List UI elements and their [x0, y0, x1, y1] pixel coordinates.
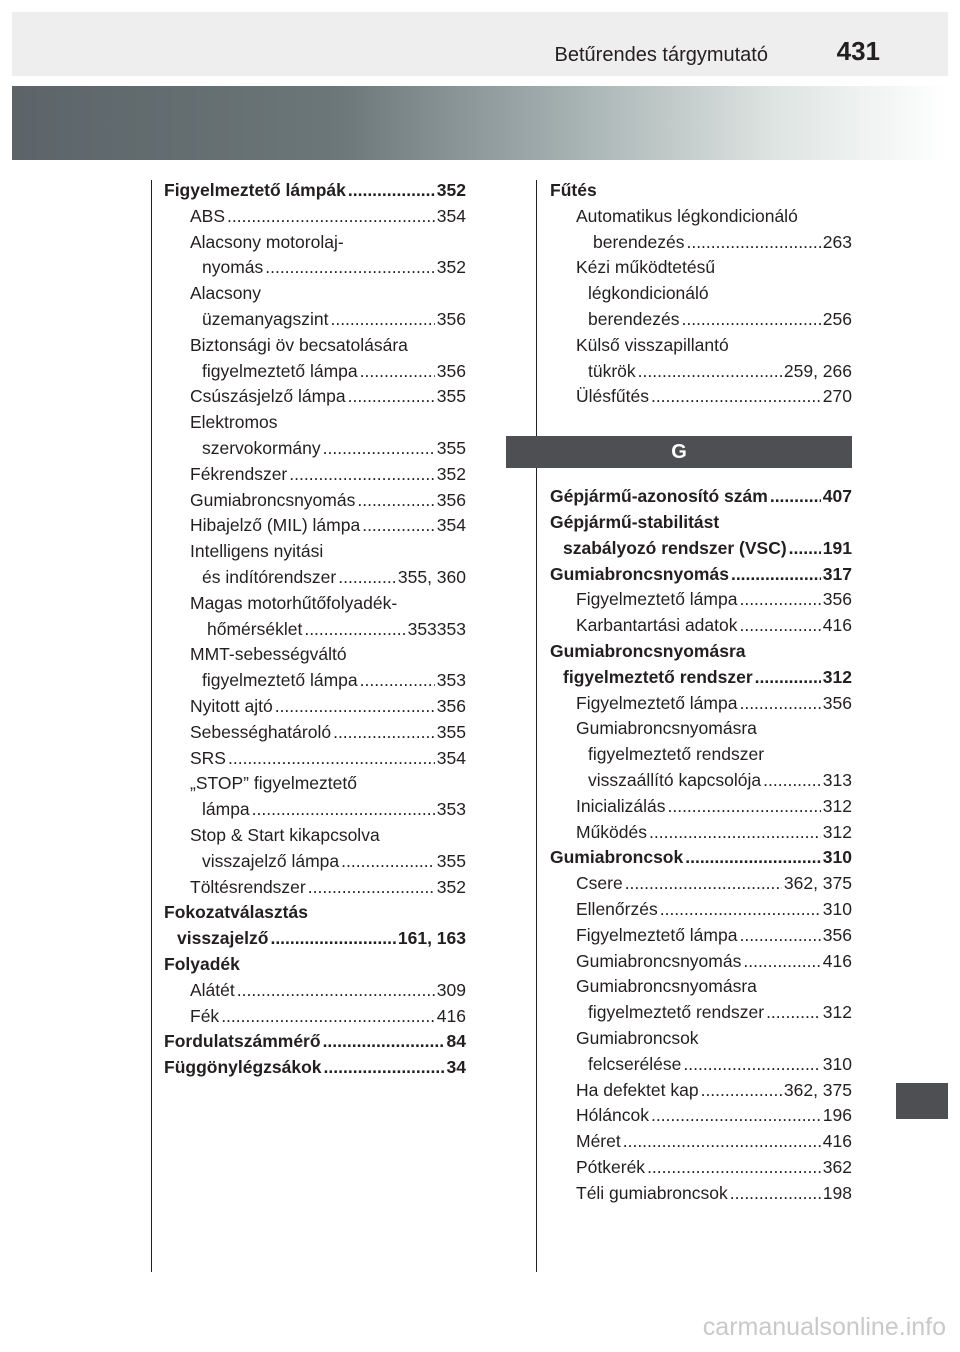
entry-text: „STOP” figyelmeztető: [190, 773, 357, 794]
index-entry: [164, 539, 466, 565]
entry-text: MMT-sebességváltó: [190, 644, 347, 665]
page-reference: 34: [446, 1057, 466, 1078]
dot-leader: [743, 949, 820, 975]
index-heading: [164, 926, 466, 952]
page-reference: 198: [822, 1182, 852, 1203]
entry-text: Alátét: [190, 979, 235, 1000]
index-entry: [164, 849, 466, 875]
entry-text: Gumiabroncsnyomás: [576, 950, 742, 971]
letter-heading: G: [506, 436, 852, 468]
index-entry: [164, 384, 466, 410]
entry-text: Gumiabroncsnyomásra: [576, 976, 757, 997]
dot-leader: [739, 923, 820, 949]
entry-text: Stop & Start kikapcsolva: [190, 824, 380, 845]
dot-leader: [228, 746, 435, 772]
entry-text: nyomás: [202, 257, 264, 278]
index-column-left: [164, 178, 466, 1081]
page-reference: 310: [822, 847, 852, 868]
dot-leader: [623, 1129, 821, 1155]
dot-leader: [651, 384, 821, 410]
entry-text: Kézi működtetésű: [576, 257, 716, 278]
entry-text: visszaállító kapcsolója: [588, 769, 762, 790]
entry-text: SRS: [190, 747, 226, 768]
dot-leader: [348, 384, 435, 410]
index-heading: [164, 178, 466, 204]
entry-text: Nyitott ajtó: [190, 695, 273, 716]
entry-text: Ellenőrzés: [576, 898, 658, 919]
page-reference: 362, 375: [783, 1079, 852, 1100]
entry-text: figyelmeztető lámpa: [202, 670, 358, 691]
column-divider-right: [536, 180, 537, 1272]
entry-text: Töltésrendszer: [190, 876, 306, 897]
entry-text: Gumiabroncsnyomás: [550, 563, 729, 584]
dot-leader: [333, 720, 435, 746]
page-reference: 356: [436, 360, 466, 381]
entry-text: Elektromos: [190, 412, 278, 433]
dot-leader: [341, 849, 435, 875]
index-entry: [164, 694, 466, 720]
entry-text: Fordulatszámmérő: [164, 1031, 321, 1052]
dot-leader: [789, 536, 821, 562]
page-reference: 161, 163: [397, 928, 466, 949]
index-entry: [550, 384, 852, 410]
index-entry: [164, 204, 466, 230]
index-entry: [550, 587, 852, 613]
index-heading: [550, 536, 852, 562]
dot-leader: [763, 768, 821, 794]
entry-text: Karbantartási adatok: [576, 615, 738, 636]
entry-text: Figyelmeztető lámpa: [576, 692, 738, 713]
entry-text: hőmérséklet: [207, 618, 303, 639]
page-reference: 353: [436, 670, 466, 691]
index-entry: [550, 820, 852, 846]
index-entry: [164, 565, 466, 591]
index-entry: [164, 591, 466, 617]
page-reference: 353353: [407, 618, 466, 639]
entry-text: Biztonsági öv becsatolására: [190, 334, 408, 355]
page-reference: 355, 360: [397, 566, 466, 587]
entry-text: szabályozó rendszer (VSC): [563, 537, 787, 558]
entry-text: Fékrendszer: [190, 463, 288, 484]
dot-leader: [289, 462, 435, 488]
dot-leader: [304, 617, 405, 643]
page-reference: 362: [822, 1156, 852, 1177]
page-reference: 355: [436, 437, 466, 458]
page-reference: 355: [436, 850, 466, 871]
index-entry: [164, 875, 466, 901]
index-heading: [550, 484, 852, 510]
dot-leader: [362, 513, 435, 539]
entry-text: Fék: [190, 1005, 220, 1026]
index-entry: [550, 204, 852, 230]
index-entry: [164, 359, 466, 385]
page-reference: 407: [822, 486, 852, 507]
entry-text: Méret: [576, 1131, 621, 1152]
dot-leader: [683, 1052, 820, 1078]
page-reference: 312: [822, 821, 852, 842]
entry-text: Gumiabroncsnyomásra: [550, 640, 746, 661]
page-reference: 356: [822, 589, 852, 610]
index-entry: [550, 1155, 852, 1181]
index-entry: [164, 410, 466, 436]
dot-leader: [638, 359, 782, 385]
index-entry: [550, 333, 852, 359]
entry-text: Fokozatválasztás: [164, 902, 308, 923]
entry-text: Ülésfűtés: [576, 386, 649, 407]
index-entry: [164, 513, 466, 539]
page-reference: 352: [436, 180, 466, 200]
entry-text: Alacsony motorolaj-: [190, 231, 344, 252]
entry-text: szervokormány: [202, 437, 321, 458]
index-heading: [550, 665, 852, 691]
page-reference: 196: [822, 1105, 852, 1126]
dot-leader: [766, 1000, 821, 1026]
thumb-tab: [896, 1083, 948, 1119]
entry-text: Alacsony: [190, 283, 262, 304]
page-number: 431: [836, 36, 880, 66]
entry-text: Külső visszapillantó: [576, 334, 729, 355]
entry-text: figyelmeztető rendszer: [588, 1002, 765, 1023]
dot-leader: [227, 204, 435, 230]
dot-leader: [270, 926, 395, 952]
index-entry: [550, 230, 852, 256]
entry-text: visszajelző: [177, 928, 269, 949]
section-title: Betűrendes tárgymutató: [554, 44, 768, 66]
dot-leader: [739, 691, 820, 717]
entry-text: Téli gumiabroncsok: [576, 1182, 728, 1203]
index-entry: [164, 668, 466, 694]
entry-text: Figyelmeztető lámpa: [576, 924, 738, 945]
entry-text: tükrök: [588, 360, 636, 381]
entry-text: légkondicionáló: [588, 283, 709, 304]
index-entry: [550, 742, 852, 768]
index-entry: [550, 1129, 852, 1155]
page-reference: 352: [436, 876, 466, 897]
index-heading: [550, 845, 852, 871]
entry-text: Működés: [576, 821, 648, 842]
index-entry: [550, 794, 852, 820]
dot-leader: [770, 484, 821, 510]
dot-leader: [323, 436, 435, 462]
dot-leader: [740, 613, 821, 639]
entry-text: Csúszásjelző lámpa: [190, 386, 346, 407]
dot-leader: [252, 797, 435, 823]
page-reference: 416: [822, 1131, 852, 1152]
page-reference: 270: [822, 386, 852, 407]
dot-leader: [324, 1055, 445, 1081]
dot-leader: [649, 820, 821, 846]
page-reference: 256: [822, 308, 852, 329]
entry-text: Pótkerék: [576, 1156, 646, 1177]
index-entry: [164, 333, 466, 359]
index-entry: [164, 488, 466, 514]
index-entry: [550, 768, 852, 794]
entry-text: Csere: [576, 873, 623, 894]
entry-text: Magas motorhűtőfolyadék-: [190, 592, 398, 613]
watermark: carmanualsonline.info: [702, 1313, 946, 1341]
dot-leader: [686, 230, 820, 256]
dot-leader: [323, 1029, 445, 1055]
entry-text: Inicializálás: [576, 795, 666, 816]
header-banner: [12, 86, 948, 160]
index-heading: [550, 639, 852, 665]
index-entry: [164, 230, 466, 256]
dot-leader: [730, 1181, 821, 1207]
index-entry: [164, 436, 466, 462]
index-entry: [550, 1181, 852, 1207]
dot-leader: [348, 178, 435, 204]
page-reference: 416: [822, 615, 852, 636]
entry-text: lámpa: [202, 799, 250, 820]
index-entry: [164, 823, 466, 849]
page-reference: 310: [822, 1053, 852, 1074]
index-entry: [550, 1026, 852, 1052]
page-reference: 356: [822, 692, 852, 713]
page-reference: 355: [436, 721, 466, 742]
entry-text: figyelmeztető lámpa: [202, 360, 358, 381]
page-reference: 310: [822, 898, 852, 919]
index-entry: [550, 716, 852, 742]
index-entry: [550, 1078, 852, 1104]
entry-text: berendezés: [588, 308, 680, 329]
page-reference: 313: [822, 769, 852, 790]
index-entry: [550, 1052, 852, 1078]
page-reference: 317: [822, 563, 852, 584]
entry-text: figyelmeztető rendszer: [588, 744, 765, 765]
index-entry: [550, 1103, 852, 1129]
dot-leader: [739, 587, 820, 613]
page-reference: 355: [436, 386, 466, 407]
index-entry: [164, 617, 466, 643]
index-heading: [550, 178, 852, 204]
index-entry: [550, 923, 852, 949]
index-heading: [550, 562, 852, 588]
entry-text: üzemanyagszint: [202, 308, 329, 329]
entry-text: figyelmeztető rendszer: [563, 666, 753, 687]
page-reference: 191: [822, 537, 852, 558]
dot-leader: [667, 794, 820, 820]
page-reference: 354: [436, 205, 466, 226]
index-heading: [164, 1029, 466, 1055]
page-reference: 356: [436, 695, 466, 716]
dot-leader: [660, 897, 821, 923]
page-reference: 309: [436, 979, 466, 1000]
dot-leader: [265, 255, 435, 281]
dot-leader: [681, 307, 820, 333]
page-reference: 356: [436, 489, 466, 510]
index-entry: [550, 949, 852, 975]
entry-text: Hóláncok: [576, 1105, 649, 1126]
index-entry: [550, 359, 852, 385]
index-entry: [550, 1000, 852, 1026]
index-entry: [550, 691, 852, 717]
page-reference: 362, 375: [783, 873, 852, 894]
index-entry: [164, 720, 466, 746]
dot-leader: [237, 978, 435, 1004]
index-entry: [550, 613, 852, 639]
dot-leader: [357, 488, 434, 514]
entry-text: és indítórendszer: [202, 566, 337, 587]
index-entry: [550, 897, 852, 923]
page-reference: 259, 266: [783, 360, 852, 381]
page-reference: 354: [436, 515, 466, 536]
index-entry: [164, 746, 466, 772]
page-reference: 354: [436, 747, 466, 768]
entry-text: Gumiabroncsok: [550, 847, 684, 868]
index-entry: [164, 771, 466, 797]
index-entry: [550, 281, 852, 307]
page-reference: 352: [436, 257, 466, 278]
page-reference: 353: [436, 799, 466, 820]
index-entry: [550, 307, 852, 333]
dot-leader: [360, 668, 435, 694]
dot-leader: [308, 875, 435, 901]
page-reference: 416: [822, 950, 852, 971]
page-header: [12, 12, 948, 76]
entry-text: Gumiabroncsok: [576, 1027, 699, 1048]
entry-text: Gumiabroncsnyomásra: [576, 718, 757, 739]
dot-leader: [685, 845, 821, 871]
page-reference: 352: [436, 463, 466, 484]
page-reference: 312: [822, 795, 852, 816]
index-heading: [164, 952, 466, 978]
index-entry: [164, 642, 466, 668]
page-reference: 356: [822, 924, 852, 945]
dot-leader: [651, 1103, 821, 1129]
entry-text: Automatikus légkondicionáló: [576, 205, 798, 226]
index-entry: [550, 255, 852, 281]
page-reference: 84: [446, 1031, 466, 1052]
page-reference: 312: [822, 1002, 852, 1023]
entry-text: ABS: [190, 205, 226, 226]
dot-leader: [625, 871, 782, 897]
index-heading: [164, 1055, 466, 1081]
dot-leader: [330, 307, 434, 333]
index-column-right: [550, 178, 852, 1206]
dot-leader: [731, 562, 821, 588]
index-heading: [550, 510, 852, 536]
entry-text: Gumiabroncsnyomás: [190, 489, 356, 510]
entry-text: Gépjármű-azonosító szám: [550, 486, 768, 507]
entry-text: Ha defektet kap: [576, 1079, 699, 1100]
entry-text: Intelligens nyitási: [190, 541, 324, 562]
index-entry: [164, 978, 466, 1004]
entry-text: Folyadék: [164, 953, 240, 974]
entry-text: Függönylégzsákok: [164, 1057, 322, 1078]
index-entry: [550, 974, 852, 1000]
column-divider-left: [151, 180, 152, 1272]
entry-text: Fűtés: [550, 180, 597, 200]
dot-leader: [647, 1155, 821, 1181]
index-entry: [164, 281, 466, 307]
dot-leader: [221, 1004, 435, 1030]
page-reference: 356: [436, 308, 466, 329]
dot-leader: [755, 665, 821, 691]
entry-text: Hibajelző (MIL) lámpa: [190, 515, 361, 536]
entry-text: Sebességhatároló: [190, 721, 332, 742]
dot-leader: [360, 359, 435, 385]
index-entry: [164, 797, 466, 823]
index-entry: [164, 307, 466, 333]
dot-leader: [275, 694, 435, 720]
index-heading: [164, 900, 466, 926]
index-entry: [550, 871, 852, 897]
index-entry: [164, 255, 466, 281]
entry-text: felcserélése: [588, 1053, 682, 1074]
page-reference: 416: [436, 1005, 466, 1026]
entry-text: Gépjármű-stabilitást: [550, 511, 720, 532]
page-reference: 263: [822, 231, 852, 252]
dot-leader: [701, 1078, 782, 1104]
entry-text: berendezés: [593, 231, 685, 252]
entry-text: visszajelző lámpa: [202, 850, 340, 871]
index-entry: [164, 1004, 466, 1030]
dot-leader: [338, 565, 396, 591]
index-entry: [164, 462, 466, 488]
page-reference: 312: [822, 666, 852, 687]
entry-text: Figyelmeztető lámpa: [576, 589, 738, 610]
entry-text: Figyelmeztető lámpák: [164, 180, 346, 200]
